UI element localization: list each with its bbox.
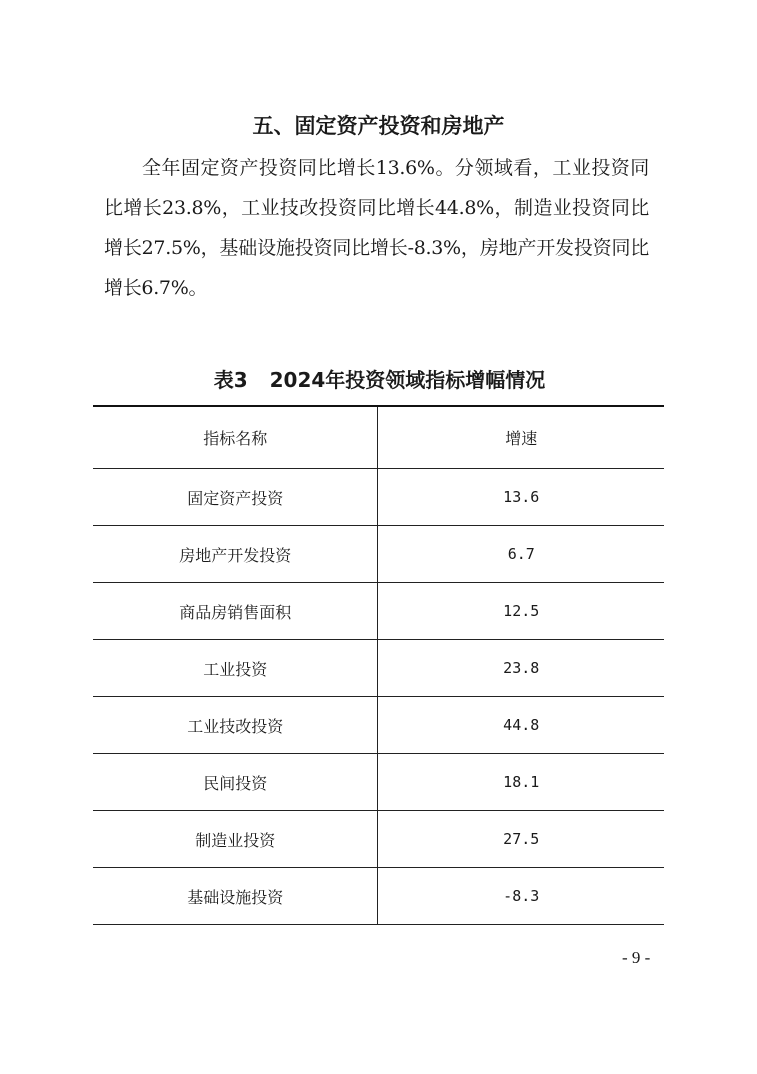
indicator-name-cell: 民间投资 [93, 754, 378, 811]
growth-rate-cell: 27.5 [378, 811, 664, 868]
indicator-name-cell: 商品房销售面积 [93, 583, 378, 640]
indicator-name-cell: 基础设施投资 [93, 868, 378, 925]
table-row [93, 526, 664, 583]
table-caption-number: 表3 [213, 368, 248, 392]
investment-indicator-table [93, 405, 664, 925]
header-indicator-name: 指标名称 [93, 406, 378, 469]
body-paragraph: 全年固定资产投资同比增长13.6%。分领域看，工业投资同比增长23.8%，工业技改投资同比增长44.8%，制造业投资同比增长27.5%，基础设施投资同比增长-8.3%，房地产开发投资同比增长6.7%。 [104, 157, 649, 299]
indicator-name-cell: 房地产开发投资 [93, 526, 378, 583]
table-row [93, 754, 664, 811]
growth-rate-cell: 6.7 [378, 526, 664, 583]
header-growth-rate: 增速 [378, 406, 664, 469]
table-row [93, 469, 664, 526]
table-caption-title: 2024年投资领域指标增幅情况 [269, 368, 546, 392]
table-header-row [93, 406, 664, 469]
table-caption [0, 366, 757, 394]
growth-rate-cell: 23.8 [378, 640, 664, 697]
growth-rate-cell: 13.6 [378, 469, 664, 526]
indicator-name-cell: 固定资产投资 [93, 469, 378, 526]
table-row [93, 583, 664, 640]
indicator-name-cell: 工业技改投资 [93, 697, 378, 754]
growth-rate-cell: 18.1 [378, 754, 664, 811]
growth-rate-cell: -8.3 [378, 868, 664, 925]
growth-rate-cell: 12.5 [378, 583, 664, 640]
table-row [93, 640, 664, 697]
indicator-name-cell: 工业投资 [93, 640, 378, 697]
section-heading: 五、固定资产投资和房地产 [252, 114, 505, 138]
table-row [93, 811, 664, 868]
table-row [93, 697, 664, 754]
growth-rate-cell: 44.8 [378, 697, 664, 754]
table-row [93, 868, 664, 925]
page-number: - 9 - [622, 948, 651, 967]
indicator-name-cell: 制造业投资 [93, 811, 378, 868]
